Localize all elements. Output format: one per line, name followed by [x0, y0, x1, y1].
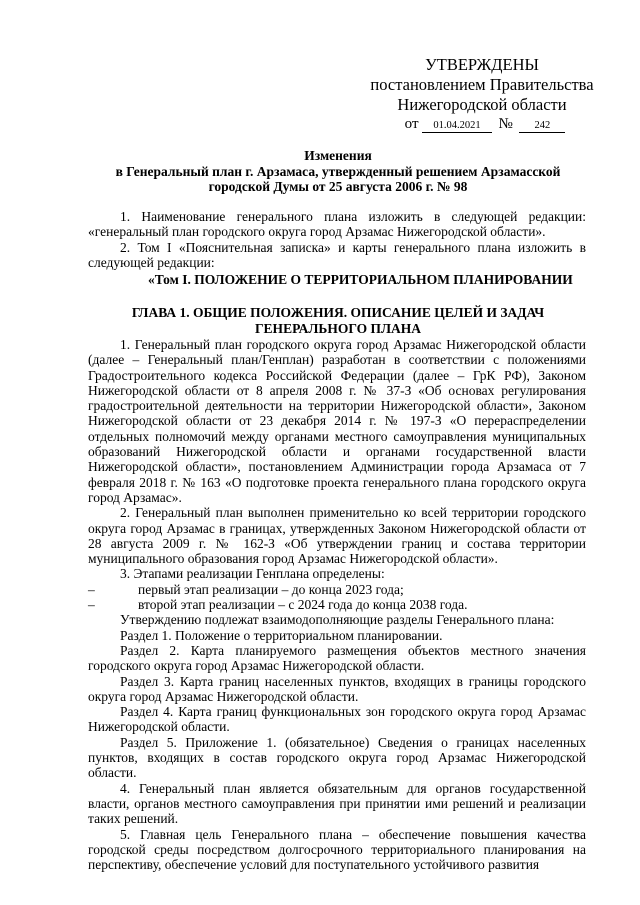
volume-heading: «Том I. ПОЛОЖЕНИЕ О ТЕРРИТОРИАЛЬНОМ ПЛАНИРОВАНИИ	[148, 272, 573, 287]
document-title	[88, 148, 588, 195]
approval-from-label: от	[404, 116, 419, 132]
section-5: Раздел 5. Приложение 1. (обязательное) Сведения о границах населенных пунктов, входящих в состав городского округа город Арзамас Нижегородской области.	[88, 734, 586, 781]
title-line-3: городской Думы от 25 августа 2006 г. № 98	[208, 179, 468, 194]
approval-number: 242	[519, 119, 565, 133]
approval-number-sign: №	[498, 116, 513, 132]
section-4: Раздел 4. Карта границ функциональных зон городского округа город Арзамас Нижегородской области.	[88, 704, 586, 735]
main-text-block	[88, 337, 586, 872]
chapter-heading-line-1: ГЛАВА 1. ОБЩИЕ ПОЛОЖЕНИЯ. ОПИСАНИЕ ЦЕЛЕЙ И ЗАДАЧ	[131, 305, 545, 320]
approval-block	[362, 75, 602, 115]
stage-text-2: второй этап реализации – с 2024 года до конца 2038 года.	[138, 597, 468, 613]
approval-date-number	[370, 116, 600, 133]
approval-block-title	[362, 55, 602, 75]
chapter-heading	[88, 305, 588, 336]
section-1: Раздел 1. Положение о территориальном планировании.	[120, 627, 443, 643]
paragraph-4: 4. Генеральный план является обязательным для органов государственной власти, органов местного самоуправления при принятии ими решений и реализации таких решений.	[88, 780, 586, 827]
paragraph-1: 1. Генеральный план городского округа город Арзамас Нижегородской области (далее – Генеральный план/Генплан) разработан в соответствии с положениями Градостроительного кодекса Российской Федерации (далее – ГрК РФ), Законом Нижегородской области от 8 апреля 2008 г. № 37-З «Об основах регулирования градостроительной деятельности на территории Нижегородской области», Законом Нижегородской области от 23 декабря 2014 г. № 197-З «О перераспределении отдельных полномочий между органами местного самоуправления муниципальных образований Нижегородской области и органами государственной власти Нижегородской области», постановлением Администрации города Арзамаса от 7 февраля 2018 г. № 163 «О подготовке проекта генерального плана городского округа город Арзамас».	[88, 337, 586, 505]
intro-paragraph-2: 2. Том I «Пояснительная записка» и карты генерального плана изложить в следующей редакции:	[88, 239, 586, 270]
dash-marker: –	[88, 597, 95, 613]
stage-item-2	[88, 597, 586, 612]
intro-paragraph-1: 1. Наименование генерального плана изложить в следующей редакции: «генеральный план городского округа город Арзамас Нижегородской области».	[88, 209, 586, 240]
approval-title: УТВЕРЖДЕНЫ	[425, 55, 539, 74]
paragraph-2: 2. Генеральный план выполнен применительно ко всей территории городского округа город Арзамас в границах, утвержденных Законом Нижегородской области от 28 августа 2009 г. № 162-З «Об утверждении границ и состава территории муниципального образования город Арзамас Нижегородской области».	[88, 505, 586, 567]
dash-marker: –	[88, 581, 95, 597]
paragraph-sections-intro: Утверждению подлежат взаимодополняющие разделы Генерального плана:	[120, 612, 555, 628]
paragraph-3: 3. Этапами реализации Генплана определены:	[120, 566, 385, 582]
approval-line-1: постановлением Правительства	[370, 75, 594, 94]
approval-date: 01.04.2021	[422, 119, 492, 133]
stage-text-1: первый этап реализации – до конца 2023 года;	[138, 581, 404, 597]
paragraph-5: 5. Главная цель Генерального плана – обеспечение повышения качества городской среды посредством долгосрочного территориального планирования на перспективу, обеспечение условий для поступательного устойчивого развития	[88, 826, 586, 873]
chapter-heading-line-2: ГЕНЕРАЛЬНОГО ПЛАНА	[254, 320, 422, 336]
section-2: Раздел 2. Карта планируемого размещения объектов местного значения городского округа город Арзамас Нижегородской области.	[88, 642, 586, 674]
title-line-2: в Генеральный план г. Арзамаса, утвержденный решением Арзамасской	[115, 163, 561, 179]
stage-item-1	[88, 582, 586, 597]
intro-block	[88, 209, 586, 270]
section-3: Раздел 3. Карта границ населенных пунктов, входящих в границы городского округа город Арзамас Нижегородской области.	[88, 673, 586, 704]
approval-line-2: Нижегородской области	[397, 95, 567, 114]
title-line-1: Изменения	[304, 148, 372, 163]
